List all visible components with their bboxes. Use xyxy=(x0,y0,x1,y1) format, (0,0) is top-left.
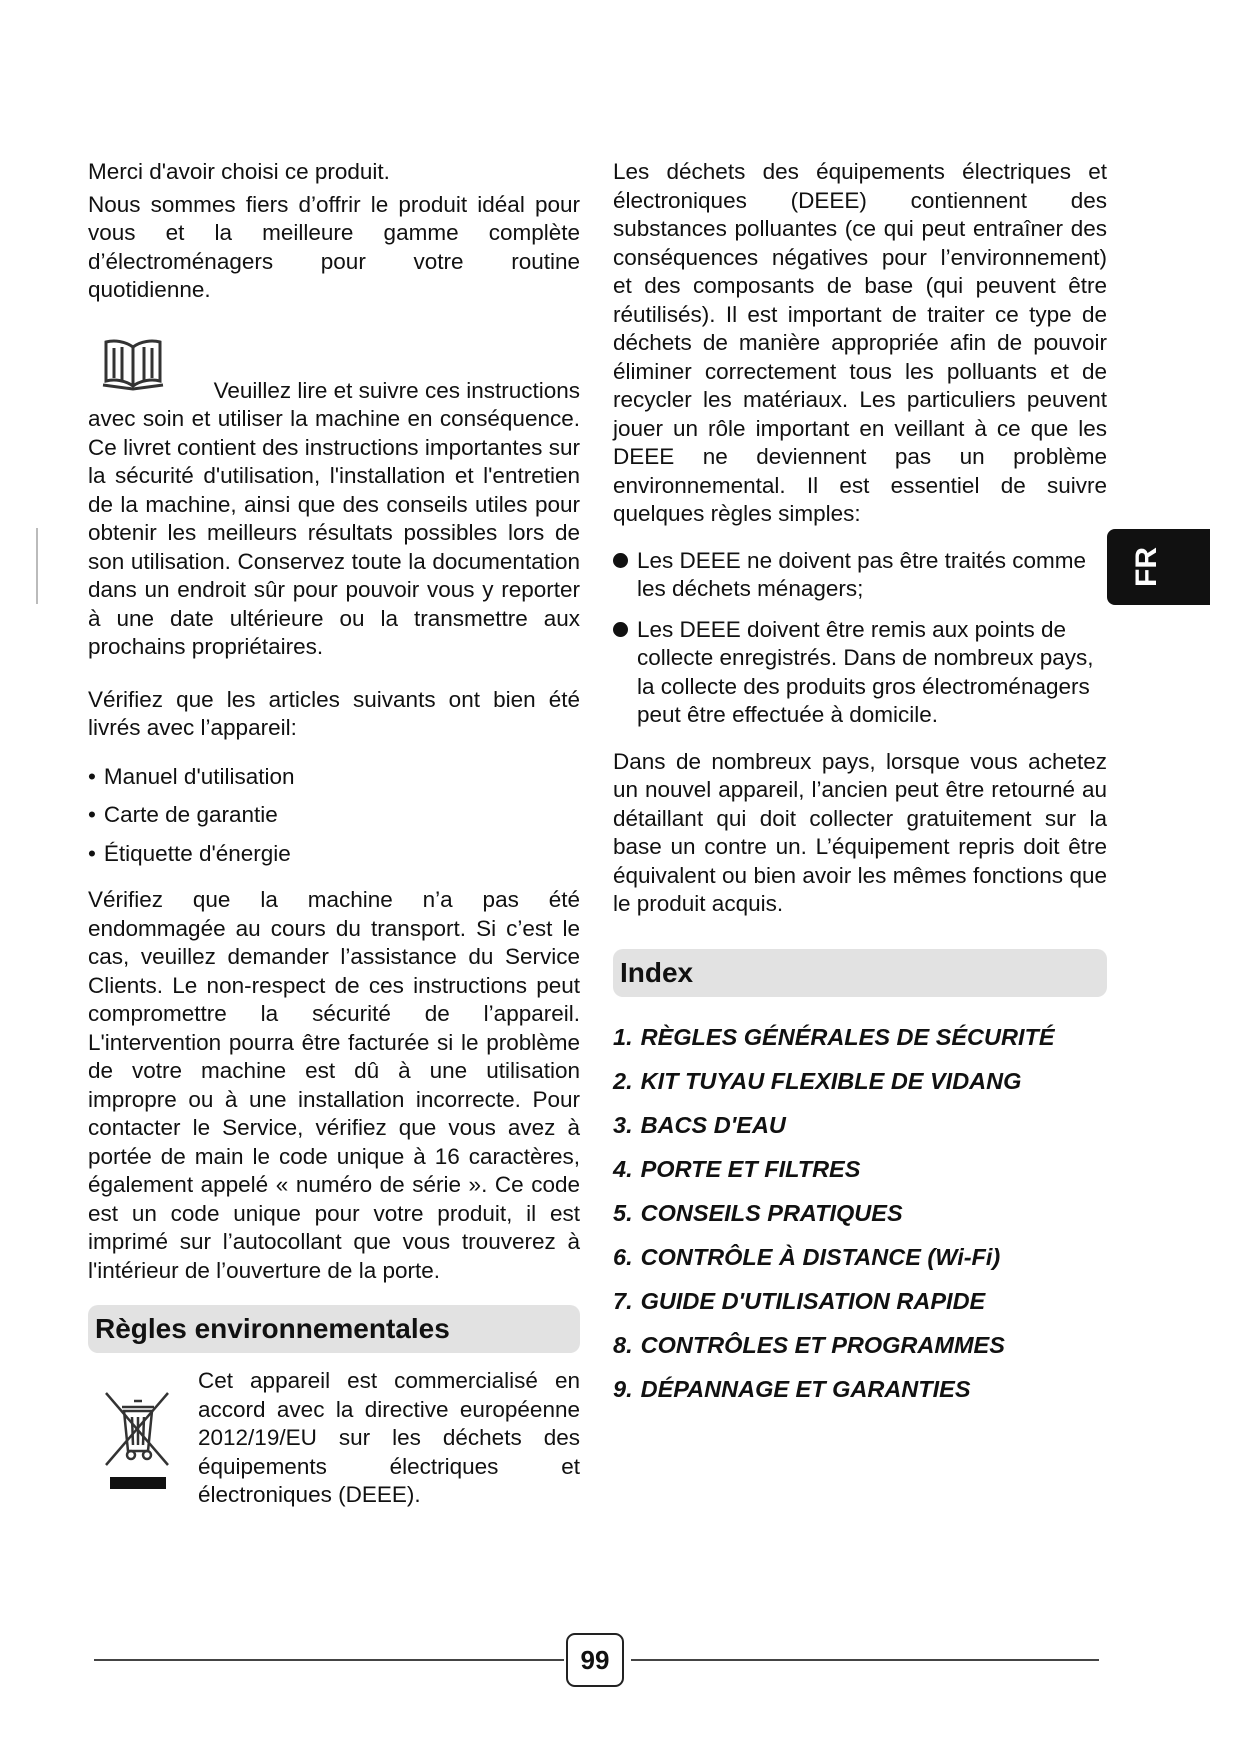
list-item: • Carte de garantie xyxy=(88,802,278,827)
list-item: Les DEEE doivent être remis aux points de collecte enregistrés. Dans de nombreux pays, la collecte des produits gros électroménagers peut être effectuée à domicile. xyxy=(613,616,1107,730)
index-entry: 4. PORTE ET FILTRES xyxy=(613,1155,861,1182)
language-tab-label: FR xyxy=(1129,547,1163,587)
thanks-text: Merci d'avoir choisi ce produit. xyxy=(88,159,390,184)
left-column xyxy=(88,158,580,1510)
index-list xyxy=(613,1023,1107,1403)
list-item: • Étiquette d'énergie xyxy=(88,840,291,866)
weee-rules-list xyxy=(613,547,1107,730)
index-heading: Index xyxy=(613,949,1107,997)
footer-rule-left xyxy=(94,1659,564,1661)
proud-text: Nous sommes fiers d’offrir le produit idéal pour vous et la meilleure gamme complète d’électroménagers pour votre routine quotidienne. xyxy=(88,191,580,302)
footer-rule-right xyxy=(631,1659,1099,1661)
instructions-first-line: Veuillez lire et suivre ces instructions xyxy=(213,377,580,403)
environment-heading: Règles environnementales xyxy=(88,1305,580,1353)
directive-text: Cet appareil est commercialisé en accord avec la directive européenne 2012/19/EU sur les déchets des équipements électriques et électroniques (DEEE). xyxy=(198,1368,580,1507)
instructions-rest: avec soin et utiliser la machine en conséquence. Ce livret contient des instructions importantes sur la sécurité d'utilisation, l'installation et l'entretien de la machine, ainsi que des conseils utiles pour obtenir les meilleurs résultats possibles lors de son utilisation. Conservez toute la documentation dans un endroit sûr pour pouvoir vous y reporter à une date ultérieure ou la transmettre aux prochains propriétaires. xyxy=(88,406,580,659)
language-tab xyxy=(1107,529,1210,605)
list-item: • Manuel d'utilisation xyxy=(88,763,295,789)
verify-items-text: Vérifiez que les articles suivants ont bien été livrés avec l’appareil: xyxy=(88,686,580,740)
index-entry: 6. CONTRÔLE À DISTANCE (Wi-Fi) xyxy=(613,1243,1001,1270)
index-entry: 3. BACS D'EAU xyxy=(613,1111,786,1138)
index-entry: 9. DÉPANNAGE ET GARANTIES xyxy=(613,1375,971,1402)
delivered-items-list xyxy=(88,763,580,869)
index-entry: 5. CONSEILS PRATIQUES xyxy=(613,1199,903,1226)
margin-mark xyxy=(36,528,38,604)
verify-damage-text: Vérifiez que la machine n’a pas été endommagée au cours du transport. Si c’est le cas, veuillez demander l’assistance du Service Clients. Le non-respect de ces instructions peut compromettre la sécurité de l’appareil. L'intervention pourra être facturée si le problème de votre machine est dû à une utilisation impropre ou à une installation incorrecte. Pour contacter le Service, vérifiez que vous avez à portée de main le code unique à 16 caractères, également appelé « numéro de série ». Ce code est un code unique pour votre produit, il est imprimé sur l’autocollant que vous trouverez à l'intérieur de l’ouverture de la porte. xyxy=(88,887,580,1283)
index-entry: 7. GUIDE D'UTILISATION RAPIDE xyxy=(613,1287,986,1314)
directive-block xyxy=(88,1367,580,1510)
page-number: 99 xyxy=(566,1633,624,1687)
return-text: Dans de nombreux pays, lorsque vous achetez un nouvel appareil, l’ancien peut être retourné au détaillant qui doit collecter gratuitement sur la base un contre un. L’équipement repris doit être équivalent ou bien avoir les mêmes fonctions que le produit acquis. xyxy=(613,748,1107,916)
list-item: Les DEEE ne doivent pas être traités comme les déchets ménagers; xyxy=(613,547,1107,604)
instructions-text xyxy=(88,377,580,662)
instructions-block xyxy=(88,335,580,662)
index-entry: 8. CONTRÔLES ET PROGRAMMES xyxy=(613,1331,1005,1358)
index-entry: 1. RÈGLES GÉNÉRALES DE SÉCURITÉ xyxy=(613,1023,1055,1050)
crossed-bin-icon xyxy=(102,1387,174,1495)
index-entry: 2. KIT TUYAU FLEXIBLE DE VIDANG xyxy=(613,1067,1022,1094)
right-column xyxy=(613,158,1107,1419)
weee-intro-text: Les déchets des équipements électriques et électroniques (DEEE) contiennent des substances polluantes (ce qui peut entraîner des conséquences négatives pour l’environnement) et des composants de base (qui peuvent être réutilisés). Il est important de traiter ce type de déchets de manière appropriée afin de pouvoir éliminer correctement tous les polluants et de recycler les matériaux. Les particuliers peuvent jouer un rôle important en veillant à ce que les DEEE ne deviennent pas un problème environnemental. Il est essentiel de suivre quelques règles simples: xyxy=(613,159,1107,526)
